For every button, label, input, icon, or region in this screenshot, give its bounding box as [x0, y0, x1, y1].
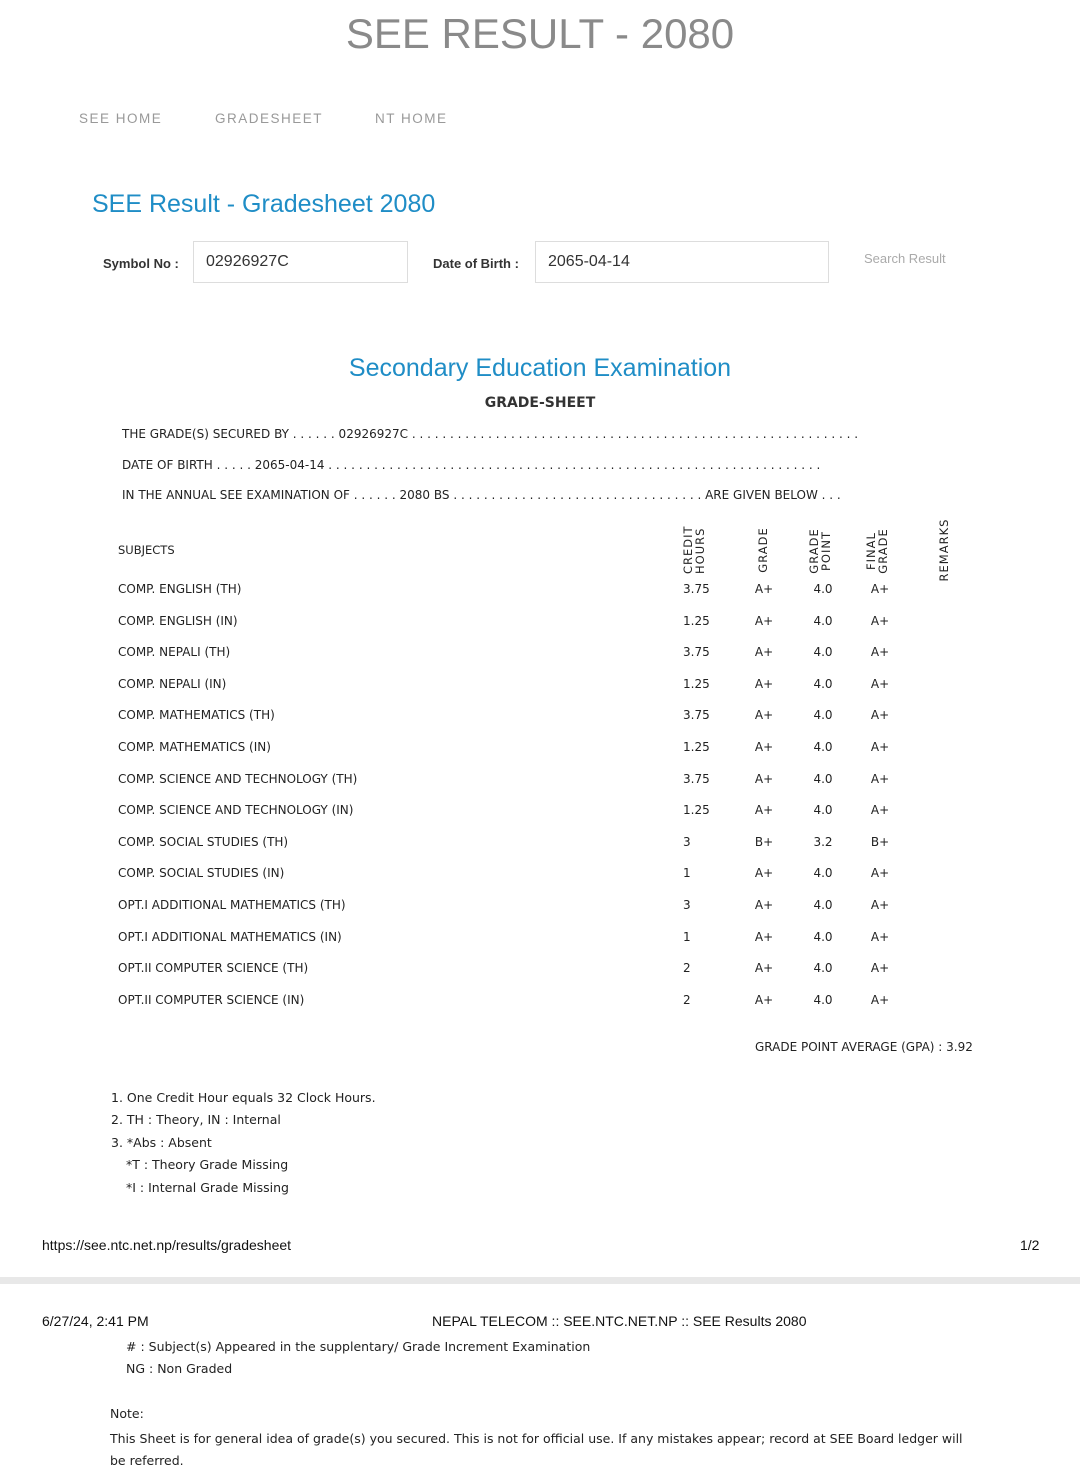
exam-title: Secondary Education Examination	[348, 354, 732, 382]
subject-cell: OPT.I ADDITIONAL MATHEMATICS (IN)	[118, 929, 342, 944]
grade-point-cell: 4.0	[813, 929, 833, 944]
grade-cell: A+	[754, 740, 774, 754]
gradesheet-heading: GRADE-SHEET	[484, 395, 596, 411]
final-grade-cell: A+	[870, 992, 890, 1007]
grade-point-cell: 3.2	[813, 834, 833, 849]
grade-point-cell: 4.0	[813, 992, 833, 1007]
grade-point-cell: 4.0	[813, 708, 833, 723]
grade-cell: A+	[754, 898, 774, 912]
final-grade-cell: A+	[870, 645, 890, 660]
credit-hours-cell: 2	[683, 961, 691, 976]
print-url: https://see.ntc.net.np/results/gradesheet	[42, 1237, 292, 1253]
grade-point-cell: 4.0	[813, 740, 833, 754]
credit-hours-cell: 3.75	[683, 645, 710, 660]
note-supplementary: # : Subject(s) Appeared in the supplentary/ Grade Increment Examination	[126, 1339, 591, 1354]
grade-cell: A+	[754, 613, 774, 628]
grade-cell: A+	[754, 771, 774, 786]
grade-point-cell: 4.0	[813, 613, 833, 628]
subject-cell: COMP. NEPALI (TH)	[118, 645, 231, 660]
grade-point-cell: 4.0	[813, 771, 833, 786]
note-3a: *T : Theory Grade Missing	[126, 1157, 289, 1172]
subject-cell: COMP. SCIENCE AND TECHNOLOGY (IN)	[118, 803, 354, 818]
subject-cell: COMP. NEPALI (IN)	[118, 676, 227, 691]
site-title: SEE RESULT - 2080	[345, 10, 735, 57]
grade-point-cell: 4.0	[813, 898, 833, 912]
credit-hours-cell: 1.25	[683, 803, 710, 818]
subject-cell: COMP. SOCIAL STUDIES (IN)	[118, 866, 285, 881]
final-grade-cell: A+	[870, 708, 890, 723]
table-row	[0, 582, 1080, 602]
final-grade-cell: A+	[870, 866, 890, 881]
table-row	[0, 898, 1080, 918]
grade-point-cell: 4.0	[813, 676, 833, 691]
final-grade-cell: A+	[870, 898, 890, 912]
grade-point-cell: 4.0	[813, 803, 833, 818]
grade-cell: A+	[754, 803, 774, 818]
note-label: Note:	[110, 1406, 144, 1421]
col-grade: GRADE	[756, 527, 770, 573]
table-row	[0, 930, 1080, 950]
grade-cell: A+	[754, 866, 774, 881]
nav-gradesheet[interactable]: GRADESHEET	[215, 111, 324, 126]
grade-cell: B+	[754, 834, 774, 849]
final-grade-cell: A+	[870, 740, 890, 754]
table-row	[0, 866, 1080, 886]
final-grade-cell: A+	[870, 582, 890, 596]
final-grade-cell: A+	[870, 613, 890, 628]
subject-cell: COMP. SOCIAL STUDIES (TH)	[118, 834, 289, 849]
subject-cell: COMP. ENGLISH (TH)	[118, 582, 242, 596]
gpa: GRADE POINT AVERAGE (GPA) : 3.92	[755, 1040, 973, 1054]
credit-hours-cell: 1	[683, 929, 691, 944]
table-row	[0, 803, 1080, 823]
page-break	[0, 1277, 1080, 1284]
final-grade-cell: A+	[870, 961, 890, 976]
print-date: 6/27/24, 2:41 PM	[42, 1313, 149, 1329]
symbol-label: Symbol No :	[103, 256, 179, 271]
final-grade-cell: A+	[870, 676, 890, 691]
grade-cell: A+	[754, 992, 774, 1007]
credit-hours-cell: 3	[683, 898, 691, 912]
table-row	[0, 708, 1080, 728]
table-row	[0, 835, 1080, 855]
dob-label: Date of Birth :	[433, 256, 519, 271]
credit-hours-cell: 3.75	[683, 582, 710, 596]
credit-hours-cell: 1.25	[683, 676, 710, 691]
credit-hours-cell: 1.25	[683, 740, 710, 754]
col-final-grade: FINAL GRADE	[864, 528, 890, 574]
note-2: 2. TH : Theory, IN : Internal	[111, 1112, 281, 1127]
grade-cell: A+	[754, 708, 774, 723]
grade-cell: A+	[754, 645, 774, 660]
subject-cell: COMP. ENGLISH (IN)	[118, 613, 238, 628]
note-3: 3. *Abs : Absent	[111, 1135, 212, 1150]
table-row	[0, 961, 1080, 981]
table-row	[0, 740, 1080, 760]
page-number: 1/2	[1020, 1237, 1040, 1253]
grade-cell: A+	[754, 929, 774, 944]
search-result-button[interactable]: Search Result	[864, 251, 946, 266]
final-grade-cell: A+	[870, 771, 890, 786]
col-subjects: SUBJECTS	[118, 543, 175, 557]
grade-cell: A+	[754, 961, 774, 976]
note-3b: *I : Internal Grade Missing	[126, 1180, 289, 1195]
table-row	[0, 677, 1080, 697]
grade-point-cell: 4.0	[813, 961, 833, 976]
page-title: SEE Result - Gradesheet 2080	[92, 190, 436, 218]
table-row	[0, 645, 1080, 665]
dob-line: DATE OF BIRTH . . . . . 2065-04-14 . . . . . . . . . . . . . . . . . . . . . . . . . . . . . . . . . . . . . . . . . . . . . . . . . . . . . . . . . . . . . . . . .	[122, 458, 821, 472]
dob-input[interactable]	[535, 241, 829, 283]
col-remarks: REMARKS	[937, 518, 951, 582]
nav-see-home[interactable]: SEE HOME	[79, 111, 163, 126]
note-text: This Sheet is for general idea of grade(s) you secured. This is not for official use. If any mistakes appear; record at SEE Board ledger will be referred.	[110, 1431, 963, 1468]
subject-cell: COMP. MATHEMATICS (TH)	[118, 708, 275, 723]
symbol-input[interactable]	[193, 241, 408, 283]
table-row	[0, 772, 1080, 792]
credit-hours-cell: 1	[683, 866, 691, 881]
print-title: NEPAL TELECOM :: SEE.NTC.NET.NP :: SEE Results 2080	[432, 1313, 807, 1329]
subject-cell: COMP. MATHEMATICS (IN)	[118, 740, 271, 754]
exam-line: IN THE ANNUAL SEE EXAMINATION OF . . . . . . 2080 BS . . . . . . . . . . . . . . . . . . . . . . . . . . . . . . . . . ARE GIVEN BELOW . . .	[122, 488, 841, 502]
nav-nt-home[interactable]: NT HOME	[375, 111, 448, 126]
table-row	[0, 993, 1080, 1013]
grade-cell: A+	[754, 676, 774, 691]
credit-hours-cell: 2	[683, 992, 691, 1007]
grade-cell: A+	[754, 582, 774, 596]
table-row	[0, 614, 1080, 634]
subject-cell: OPT.II COMPUTER SCIENCE (TH)	[118, 961, 309, 976]
credit-hours-cell: 3.75	[683, 771, 710, 786]
subject-cell: OPT.I ADDITIONAL MATHEMATICS (TH)	[118, 898, 346, 912]
final-grade-cell: A+	[870, 929, 890, 944]
note-non-graded: NG : Non Graded	[126, 1361, 233, 1376]
subject-cell: OPT.II COMPUTER SCIENCE (IN)	[118, 992, 305, 1007]
credit-hours-cell: 3.75	[683, 708, 710, 723]
note-1: 1. One Credit Hour equals 32 Clock Hours.	[111, 1090, 376, 1105]
secured-by-line: THE GRADE(S) SECURED BY . . . . . . 02926927C . . . . . . . . . . . . . . . . . . . . . . . . . . . . . . . . . . . . . . . . . . . . . . . . . . . . . . . . . . .	[122, 427, 859, 441]
col-credit-hours: CREDIT HOURS	[681, 525, 707, 574]
final-grade-cell: A+	[870, 803, 890, 818]
credit-hours-cell: 1.25	[683, 613, 710, 628]
grade-point-cell: 4.0	[813, 645, 833, 660]
final-grade-cell: B+	[870, 834, 890, 849]
subject-cell: COMP. SCIENCE AND TECHNOLOGY (TH)	[118, 771, 358, 786]
grade-point-cell: 4.0	[813, 866, 833, 881]
grade-point-cell: 4.0	[813, 582, 833, 596]
credit-hours-cell: 3	[683, 834, 691, 849]
col-grade-point: GRADE POINT	[807, 528, 833, 574]
